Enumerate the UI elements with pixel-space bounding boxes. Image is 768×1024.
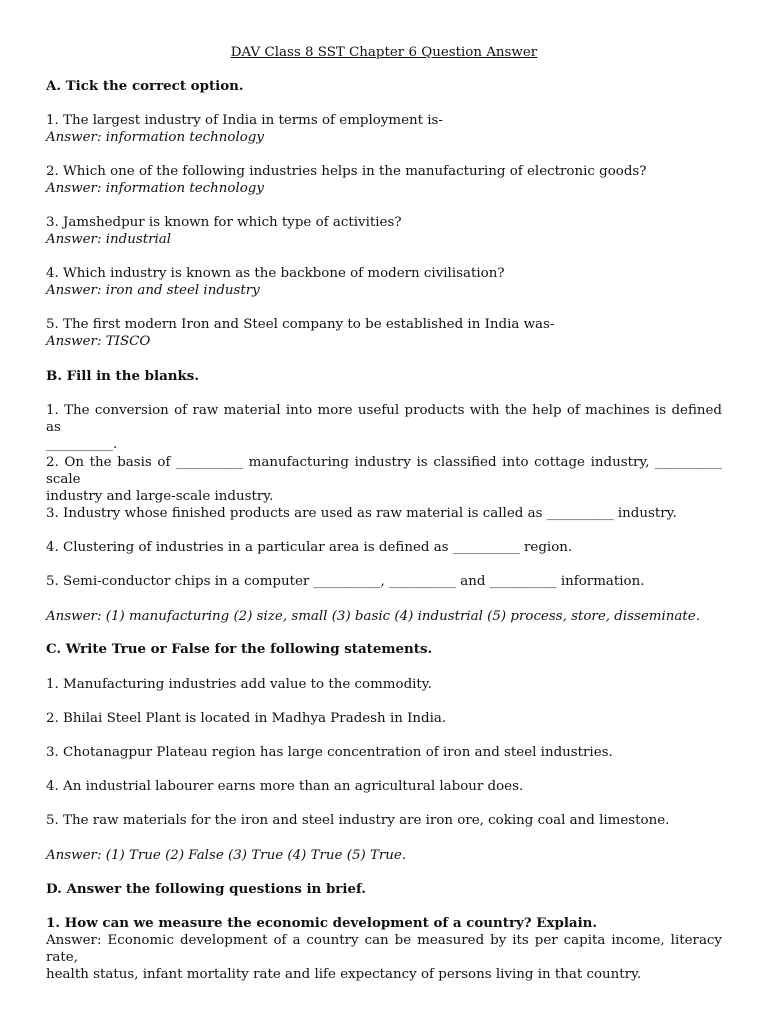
section-b-answer: Answer: (1) manufacturing (2) size, small (3) basic (4) industrial (5) process, store, disseminate. bbox=[46, 609, 700, 624]
section-b-item-2 bbox=[46, 454, 722, 505]
question-text: 1. How can we measure the economic development of a country? Explain. bbox=[46, 915, 598, 931]
blank-question-line: 2. On the basis of __________ manufacturing industry is classified into cottage industry, __________ scale bbox=[46, 455, 722, 487]
page-title: DAV Class 8 SST Chapter 6 Question Answer bbox=[230, 45, 538, 60]
answer-text: Answer: information technology bbox=[46, 181, 264, 196]
section-c-heading: C. Write True or False for the following statements. bbox=[46, 641, 433, 657]
section-a-item-4 bbox=[46, 265, 722, 299]
section-c-item-2: 2. Bhilai Steel Plant is located in Madhya Pradesh in India. bbox=[46, 711, 447, 726]
answer-text: Answer: industrial bbox=[46, 232, 172, 247]
section-c-answer: Answer: (1) True (2) False (3) True (4) True (5) True. bbox=[46, 848, 407, 863]
section-c-item-5: 5. The raw materials for the iron and steel industry are iron ore, coking coal and limestone. bbox=[46, 813, 670, 828]
section-c-item-3: 3. Chotanagpur Plateau region has large concentration of iron and steel industries. bbox=[46, 745, 613, 760]
section-a-item-5 bbox=[46, 316, 722, 350]
section-b-heading: B. Fill in the blanks. bbox=[46, 368, 199, 384]
blank-question-line: industry and large-scale industry. bbox=[46, 489, 274, 504]
answer-text: Answer: iron and steel industry bbox=[46, 283, 260, 298]
answer-text: health status, infant mortality rate and life expectancy of persons living in that country. bbox=[46, 967, 642, 982]
section-d-item-1 bbox=[46, 915, 722, 983]
question-text: 1. The largest industry of India in terms of employment is- bbox=[46, 113, 443, 128]
blank-question-line: 1. The conversion of raw material into more useful products with the help of machines is defined as bbox=[46, 403, 722, 435]
question-text: 3. Jamshedpur is known for which type of activities? bbox=[46, 215, 402, 230]
question-text: 5. The first modern Iron and Steel company to be established in India was- bbox=[46, 317, 555, 332]
section-b-item-3: 3. Industry whose finished products are used as raw material is called as __________ industry. bbox=[46, 506, 677, 521]
answer-text: Answer: TISCO bbox=[46, 334, 151, 349]
section-a-item-3 bbox=[46, 214, 722, 248]
answer-text: Answer: Economic development of a country can be measured by its per capita income, literacy rate, bbox=[46, 933, 722, 965]
section-b-item-4: 4. Clustering of industries in a particular area is defined as __________ region. bbox=[46, 540, 573, 555]
section-c-item-1: 1. Manufacturing industries add value to the commodity. bbox=[46, 677, 432, 692]
blank-question-line: __________. bbox=[46, 437, 118, 452]
section-a-heading: A. Tick the correct option. bbox=[46, 78, 244, 94]
section-a-item-2 bbox=[46, 163, 722, 197]
question-text: 2. Which one of the following industries helps in the manufacturing of electronic goods? bbox=[46, 164, 647, 179]
section-c-item-4: 4. An industrial labourer earns more than an agricultural labour does. bbox=[46, 779, 524, 794]
section-b-item-1 bbox=[46, 402, 722, 453]
section-a-item-1 bbox=[46, 112, 722, 146]
answer-text: Answer: information technology bbox=[46, 130, 264, 145]
question-text: 4. Which industry is known as the backbone of modern civilisation? bbox=[46, 266, 505, 281]
section-b-item-5: 5. Semi-conductor chips in a computer __________, __________ and __________ information. bbox=[46, 574, 645, 589]
section-d-heading: D. Answer the following questions in brief. bbox=[46, 881, 366, 897]
